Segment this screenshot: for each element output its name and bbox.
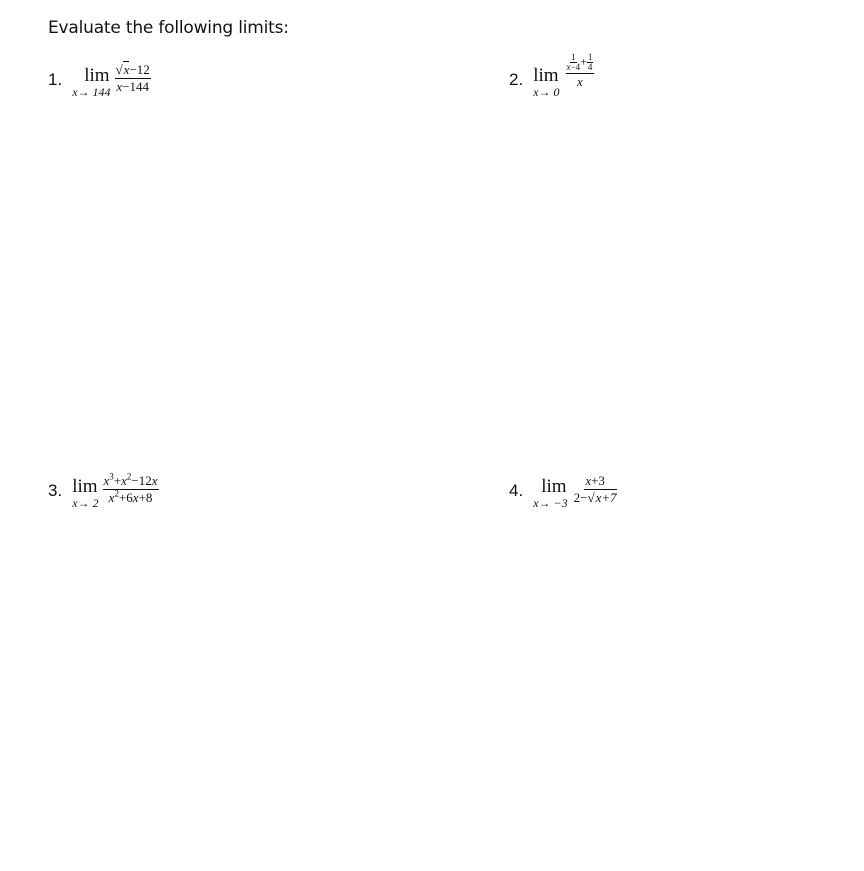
limit-approach: x→ 2	[72, 496, 99, 510]
limit-expression	[103, 471, 159, 505]
numerator: √x−12	[115, 62, 150, 77]
page-heading: Evaluate the following limits:	[48, 18, 289, 38]
problem-number: 2.	[509, 70, 524, 89]
problem-3	[48, 471, 159, 510]
denominator: x	[577, 74, 583, 89]
limit-operator	[533, 474, 567, 510]
numerator: $\frac{1}{x-4}$ + $\frac{1}{4}$	[566, 52, 593, 72]
denominator: 2−√x+7	[573, 490, 617, 505]
denominator: x−144	[116, 79, 149, 94]
problem-4	[509, 474, 617, 510]
limit-expression	[574, 474, 617, 505]
denominator: $x^2+6x+8$	[108, 488, 153, 505]
limit-operator	[72, 474, 98, 510]
limit-operator	[72, 63, 110, 99]
limit-approach: x→ −3	[533, 496, 568, 510]
lim-label: lim	[84, 65, 110, 86]
limit-approach: x→ 0	[533, 85, 560, 99]
lim-label: lim	[533, 65, 559, 86]
limit-operator	[533, 63, 559, 99]
problem-number: 4.	[509, 481, 524, 500]
numerator: x+3	[585, 473, 605, 488]
limit-approach: x→ 144	[72, 85, 111, 99]
problem-1	[48, 63, 151, 99]
problem-number: 3.	[48, 481, 63, 500]
lim-label: lim	[541, 476, 567, 497]
lim-label: lim	[72, 476, 98, 497]
numerator: $x^3+x^2-12x$	[103, 471, 158, 488]
problem-number: 1.	[48, 70, 63, 89]
limit-expression	[566, 53, 595, 89]
limit-expression	[115, 63, 151, 94]
problem-2	[509, 53, 594, 99]
